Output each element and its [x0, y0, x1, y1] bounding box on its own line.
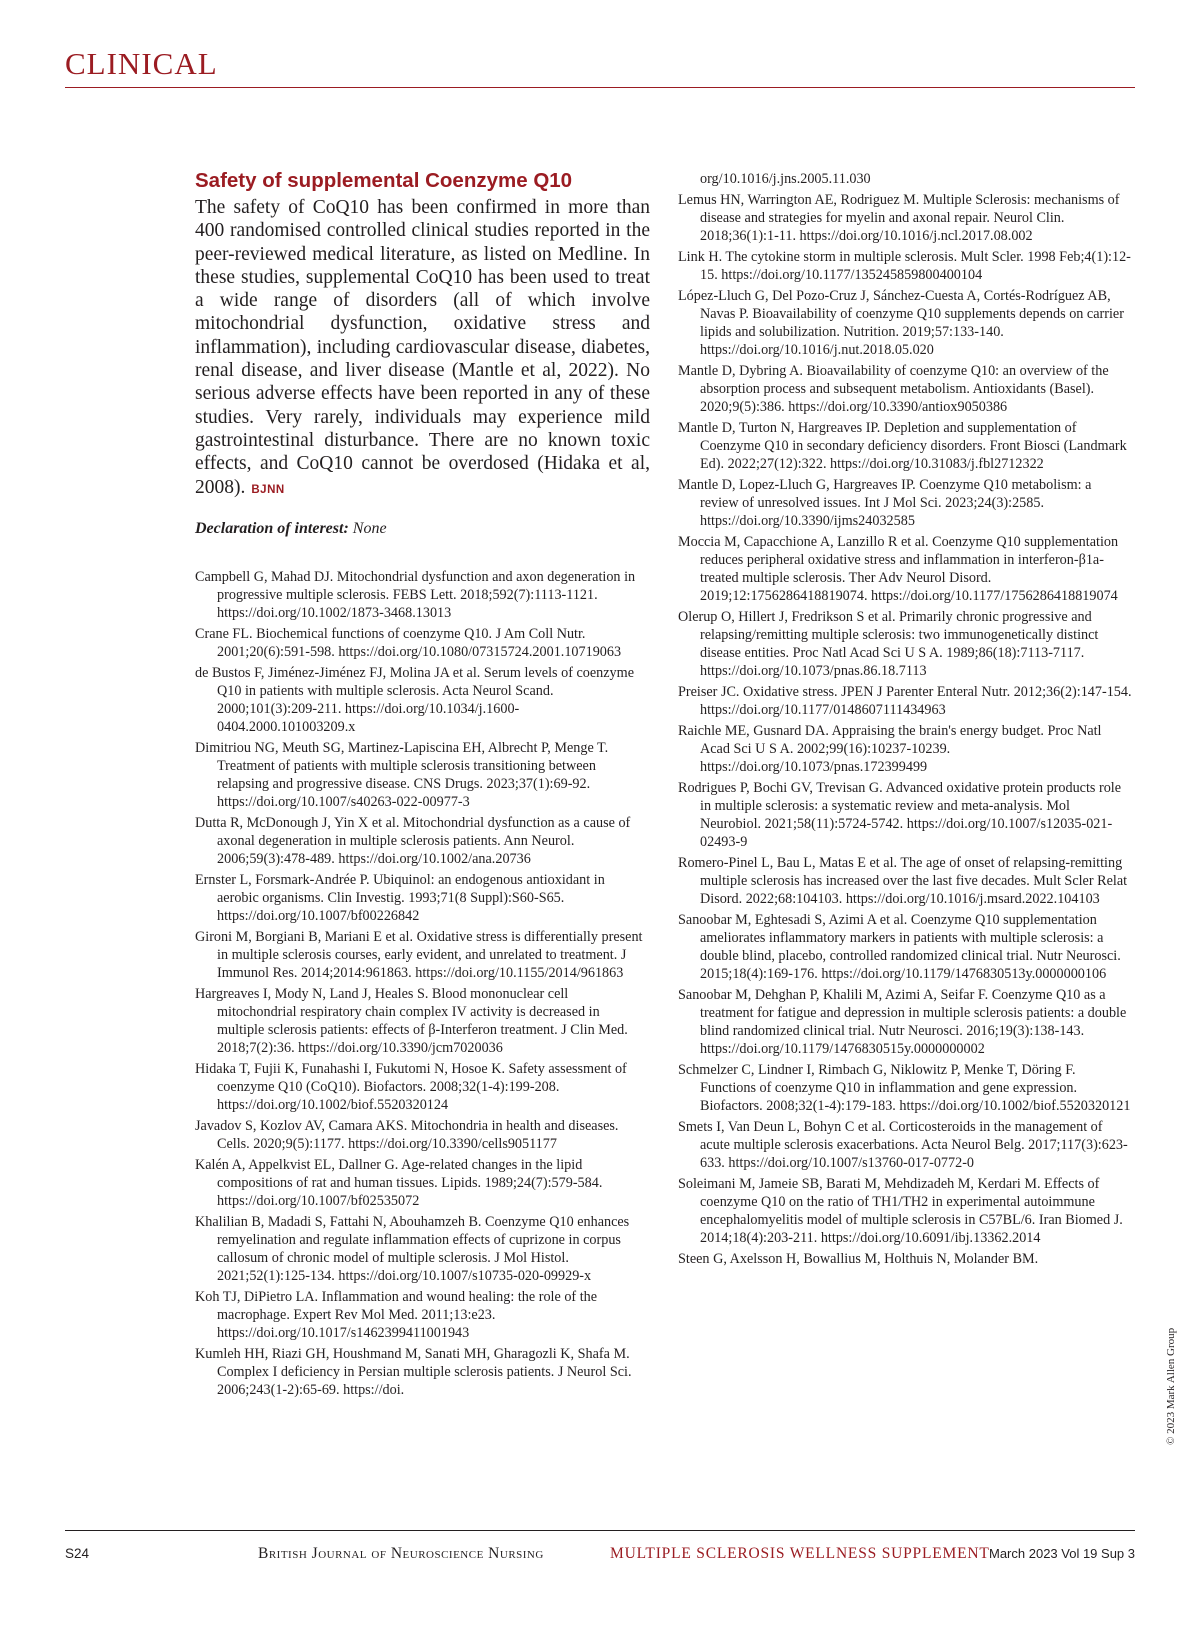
reference-item: Dimitriou NG, Meuth SG, Martinez-Lapiscina EH, Albrecht P, Menge T. Treatment of patients with multiple sclerosis transitioning between relapsing and progressive disease. CNS Drugs. 2023;37(1):69-92. https://doi.org/10.1007/s40263-022-00977-3	[195, 739, 609, 810]
body-paragraph	[195, 196, 650, 502]
header-rule	[65, 87, 1135, 88]
reference-item: Hidaka T, Fujii K, Funahashi I, Fukutomi N, Hosoe K. Safety assessment of coenzyme Q10 (CoQ10). Biofactors. 2008;32(1-4):199-208. https://doi.org/10.1002/biof.5520320124	[195, 1060, 627, 1113]
journal-name: British Journal of Neuroscience Nursing	[258, 1545, 544, 1562]
reference-item: Mantle D, Dybring A. Bioavailability of coenzyme Q10: an overview of the absorption process and subsequent metabolism. Antioxidants (Basel). 2020;9(5):386. https://doi.org/10.3390/antiox9050386	[678, 363, 1109, 415]
section-label: CLINICAL	[65, 46, 218, 81]
paragraph-text: The safety of CoQ10 has been confirmed in more than 400 randomised controlled clinical studies reported in the peer-reviewed medical literature, as listed on Medline. In these studies, supplemental CoQ10 has been used to treat a wide range of disorders (all of which involve mitochondrial dysfunction, oxidative stress and inflammation), including cardiovascular disease, diabetes, renal disease, and liver disease (Mantle et al, 2022). No serious adverse effects have been reported in any of these studies. Very rarely, individuals may experience mild gastrointestinal disturbance. There are no known toxic effects, and CoQ10 cannot be overdosed (Hidaka et al, 2008).	[195, 197, 650, 498]
reference-item: Preiser JC. Oxidative stress. JPEN J Parenter Enteral Nutr. 2012;36(2):147-154. https://doi.org/10.1177/0148607111434963	[678, 684, 1132, 718]
declaration-value: None	[352, 519, 387, 537]
page-number: S24	[65, 1546, 90, 1561]
reference-continuation: org/10.1016/j.jns.2005.11.030	[700, 171, 871, 187]
declaration-of-interest	[195, 520, 650, 538]
reference-item: Kumleh HH, Riazi GH, Houshmand M, Sanati MH, Gharagozli K, Shafa M. Complex I deficiency in Persian multiple sclerosis patients. J Neurol Sci. 2006;243(1-2):65-69. https://doi.	[195, 1345, 632, 1398]
reference-item: Lemus HN, Warrington AE, Rodriguez M. Multiple Sclerosis: mechanisms of disease and strategies for myelin and axonal repair. Neurol Clin. 2018;36(1):1-11. https://doi.org/10.1016/j.ncl.2017.08.002	[678, 192, 1120, 244]
footer	[65, 1546, 1135, 1568]
reference-item: Javadov S, Kozlov AV, Camara AKS. Mitochondria in health and diseases. Cells. 2020;9(5):1177. https://doi.org/10.3390/cells9051177	[195, 1117, 619, 1152]
reference-item: Gironi M, Borgiani B, Mariani E et al. Oxidative stress is differentially present in multiple sclerosis courses, early evident, and unrelated to treatment. J Immunol Res. 2014;2014:961863. https://doi.org/10.1155/2014/961863	[195, 928, 643, 981]
reference-item: Romero-Pinel L, Bau L, Matas E et al. The age of onset of relapsing-remitting multiple sclerosis has increased over the last five decades. Mult Scler Relat Disord. 2022;68:104103. https://doi.org/10.1016/j.msard.2022.104103	[678, 855, 1128, 907]
footer-rule	[65, 1530, 1135, 1531]
reference-item: Link H. The cytokine storm in multiple sclerosis. Mult Scler. 1998 Feb;4(1):12-15. https://doi.org/10.1177/135245859800400104	[678, 249, 1131, 283]
journal-end-tag: BJNN	[251, 483, 285, 496]
reference-item: Schmelzer C, Lindner I, Rimbach G, Niklowitz P, Menke T, Döring F. Functions of coenzyme Q10 in inflammation and gene expression. Biofactors. 2008;32(1-4):179-183. https://doi.org/10.1002/biof.5520320121	[678, 1062, 1131, 1114]
reference-item: Ernster L, Forsmark-Andrée P. Ubiquinol: an endogenous antioxidant in aerobic organisms. Clin Investig. 1993;71(8 Suppl):S60-S65. https://doi.org/10.1007/bf00226842	[195, 871, 605, 924]
reference-item: Smets I, Van Deun L, Bohyn C et al. Corticosteroids in the management of acute multiple sclerosis exacerbations. Acta Neurol Belg. 2017;117(3):623-633. https://doi.org/10.1007/s13760-017-0772-0	[678, 1119, 1128, 1171]
reference-item: Campbell G, Mahad DJ. Mitochondrial dysfunction and axon degeneration in progressive multiple sclerosis. FEBS Lett. 2018;592(7):1113-1121. https://doi.org/10.1002/1873-3468.13013	[195, 568, 636, 621]
reference-item: Kalén A, Appelkvist EL, Dallner G. Age-related changes in the lipid compositions of rat and human tissues. Lipids. 1989;24(7):579-584. https://doi.org/10.1007/bf02535072	[195, 1156, 603, 1209]
reference-item: López-Lluch G, Del Pozo-Cruz J, Sánchez-Cuesta A, Cortés-Rodríguez AB, Navas P. Bioavailability of coenzyme Q10 supplements depends on carrier lipids and solubilization. Nutrition. 2019;57:133-140. https://doi.org/10.1016/j.nut.2018.05.020	[678, 288, 1124, 358]
declaration-label: Declaration of interest:	[195, 519, 349, 537]
reference-item: Olerup O, Hillert J, Fredrikson S et al. Primarily chronic progressive and relapsing/remitting multiple sclerosis: two immunogenetically distinct disease entities. Proc Natl Acad Sci U S A. 1989;86(18):7113-7117. https://doi.org/10.1073/pnas.86.18.7113	[678, 609, 1099, 679]
reference-item: Khalilian B, Madadi S, Fattahi N, Abouhamzeh B. Coenzyme Q10 enhances remyelination and regulate inflammation effects of cuprizone in corpus callosum of chronic model of multiple sclerosis. J Mol Histol. 2021;52(1):125-134. https://doi.org/10.1007/s10735-020-09929-x	[195, 1213, 630, 1284]
reference-item: Koh TJ, DiPietro LA. Inflammation and wound healing: the role of the macrophage. Expert Rev Mol Med. 2011;13:e23. https://doi.org/10.1017/s1462399411001943	[195, 1288, 598, 1341]
right-column	[678, 170, 1133, 1271]
copyright-notice: © 2023 Mark Allen Group	[1165, 1327, 1177, 1445]
reference-item: Rodrigues P, Bochi GV, Trevisan G. Advanced oxidative protein products role in multiple sclerosis: a systematic review and meta-analysis. Mol Neurobiol. 2021;58(11):5724-5742. https://doi.org/10.1007/s12035-021-02493-9	[678, 780, 1122, 850]
reference-item: Hargreaves I, Mody N, Land J, Heales S. Blood mononuclear cell mitochondrial respiratory chain complex IV activity is decreased in multiple sclerosis patients: effects of β-Interferon treatment. J Clin Med. 2018;7(2):36. https://doi.org/10.3390/jcm7020036	[195, 985, 628, 1056]
reference-item: Sanoobar M, Eghtesadi S, Azimi A et al. Coenzyme Q10 supplementation ameliorates inflammatory markers in patients with multiple sclerosis: a double blind, placebo, controlled randomized clinical trial. Nutr Neurosci. 2015;18(4):169-176. https://doi.org/10.1179/1476830513y.0000000106	[678, 912, 1121, 982]
reference-item: Moccia M, Capacchione A, Lanzillo R et al. Coenzyme Q10 supplementation reduces peripheral oxidative stress and inflammation in interferon-β1a-treated multiple sclerosis. Ther Adv Neurol Disord. 2019;12:1756286418819074. https://doi.org/10.1177/1756286418819074	[678, 534, 1119, 604]
left-column	[195, 168, 650, 1402]
reference-item: Soleimani M, Jameie SB, Barati M, Mehdizadeh M, Kerdari M. Effects of coenzyme Q10 on the ratio of TH1/TH2 in experimental autoimmune encephalomyelitis model of multiple sclerosis in C57BL/6. Iran Biomed J. 2014;18(4):203-211. https://doi.org/10.6091/ibj.13362.2014	[678, 1176, 1123, 1246]
reference-list-right	[678, 191, 1133, 1268]
issue-info: March 2023 Vol 19 Sup 3	[989, 1546, 1135, 1561]
reference-item: de Bustos F, Jiménez-Jiménez FJ, Molina JA et al. Serum levels of coenzyme Q10 in patients with multiple sclerosis. Acta Neurol Scand. 2000;101(3):209-211. https://doi.org/10.1034/j.1600-0404.2000.101003209.x	[195, 664, 634, 735]
reference-item: Mantle D, Turton N, Hargreaves IP. Depletion and supplementation of Coenzyme Q10 in secondary deficiency disorders. Front Biosci (Landmark Ed). 2022;27(12):322. https://doi.org/10.31083/j.fbl2712322	[678, 420, 1127, 472]
reference-item: Mantle D, Lopez-Lluch G, Hargreaves IP. Coenzyme Q10 metabolism: a review of unresolved issues. Int J Mol Sci. 2023;24(3):2585. https://doi.org/10.3390/ijms24032585	[678, 477, 1092, 529]
reference-item: Dutta R, McDonough J, Yin X et al. Mitochondrial dysfunction as a cause of axonal degeneration in multiple sclerosis patients. Ann Neurol. 2006;59(3):478-489. https://doi.org/10.1002/ana.20736	[195, 814, 631, 867]
reference-item: Raichle ME, Gusnard DA. Appraising the brain's energy budget. Proc Natl Acad Sci U S A. 2002;99(16):10237-10239. https://doi.org/10.1073/pnas.172399499	[678, 723, 1102, 775]
reference-item: Crane FL. Biochemical functions of coenzyme Q10. J Am Coll Nutr. 2001;20(6):591-598. https://doi.org/10.1080/07315724.2001.10719063	[195, 625, 622, 660]
reference-item: Sanoobar M, Dehghan P, Khalili M, Azimi A, Seifar F. Coenzyme Q10 as a treatment for fatigue and depression in multiple sclerosis patients: a double blind randomized clinical trial. Nutr Neurosci. 2016;19(3):138-143. https://doi.org/10.1179/1476830515y.0000000002	[678, 987, 1127, 1057]
reference-item: Steen G, Axelsson H, Bowallius M, Holthuis N, Molander BM.	[678, 1251, 1039, 1267]
supplement-name: MULTIPLE SCLEROSIS WELLNESS SUPPLEMENT	[610, 1545, 990, 1562]
section-heading: Safety of supplemental Coenzyme Q10	[195, 169, 573, 192]
reference-list-left	[195, 568, 650, 1399]
